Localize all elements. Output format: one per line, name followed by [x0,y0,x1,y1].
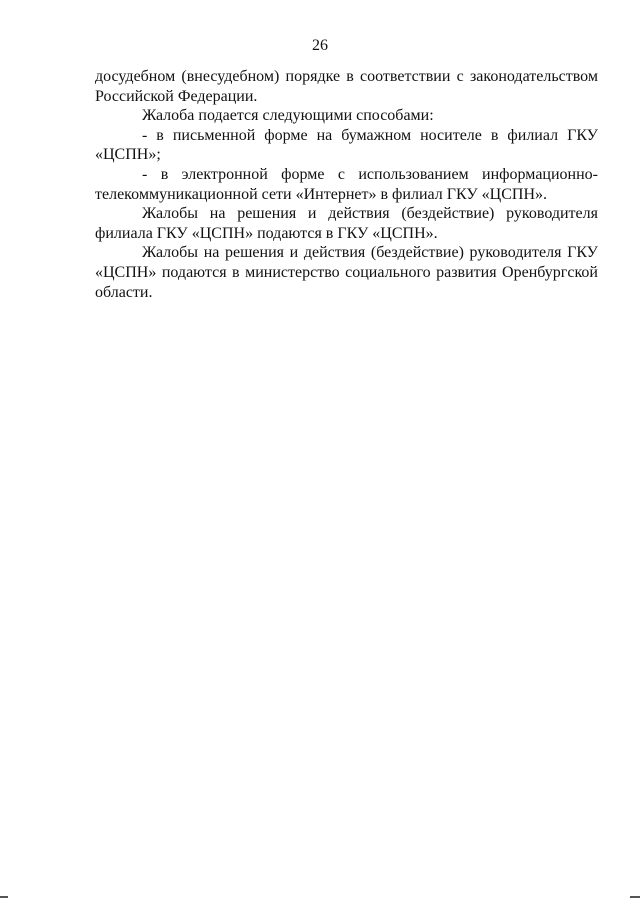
paragraph-branch-head-complaints: Жалобы на решения и действия (бездействие) руководителя филиала ГКУ «ЦСПН» подаются в ГКУ «ЦСПН». [95,205,598,242]
paragraph-continuation: досудебном (внесудебном) порядке в соответствии с законодательством Российской Федерации. [95,68,598,105]
document-body [95,67,598,302]
paragraph-director-complaints: Жалобы на решения и действия (бездействие) руководителя ГКУ «ЦСПН» подаются в министерство социального развития Оренбургской области. [95,244,598,301]
list-item-electronic-form: - в электронной форме с использованием информационно-телекоммуникационной сети «Интернет» в филиал ГКУ «ЦСПН». [95,165,598,203]
scan-edge-mark-left [0,896,8,898]
scan-edge-mark-right [630,896,640,898]
list-item-written-form: - в письменной форме на бумажном носителе в филиал ГКУ «ЦСПН»; [95,126,598,164]
page-number: 26 [312,37,328,54]
paragraph-complaint-methods: Жалоба подается следующими способами: [142,107,434,125]
